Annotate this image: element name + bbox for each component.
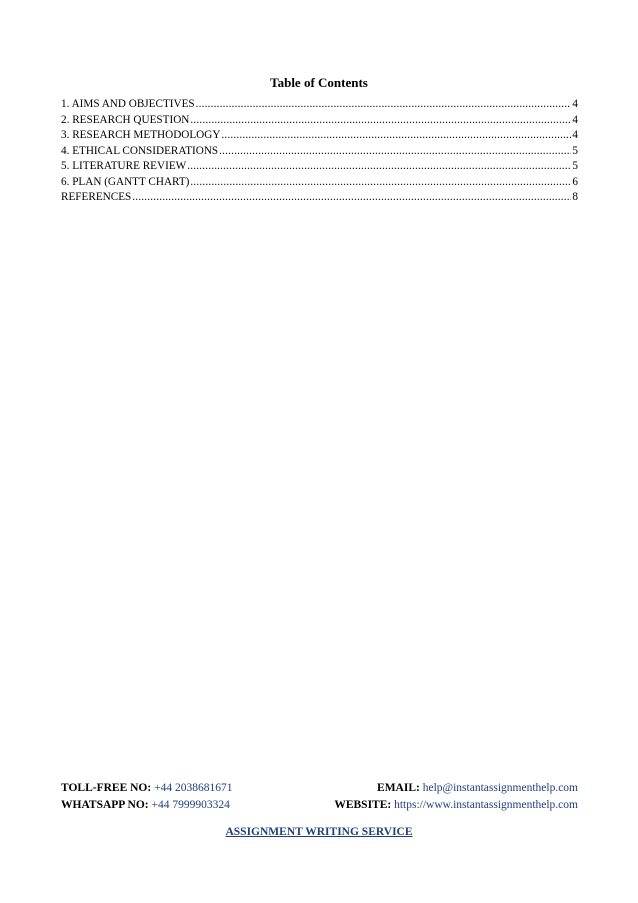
toc-title: Table of Contents <box>270 75 368 90</box>
toc-entry-label: 6. PLAN (GANTT CHART) <box>61 175 190 188</box>
toc-leader-dots <box>190 113 571 129</box>
toc-entry[interactable] <box>61 144 578 160</box>
website-info <box>334 797 578 814</box>
toc-entry[interactable] <box>61 113 578 129</box>
toc-entry-label: REFERENCES <box>61 191 132 203</box>
toc-entry-label: 1. AIMS AND OBJECTIVES <box>61 98 195 110</box>
contact-footer <box>61 780 578 814</box>
toc-entry-label: 4. ETHICAL CONSIDERATIONS <box>61 144 219 157</box>
toc-entry-label: 2. RESEARCH QUESTION <box>61 113 190 126</box>
toc-entry-page: 4 <box>572 113 578 126</box>
toc-entry[interactable] <box>61 175 578 191</box>
whatsapp-info <box>61 797 230 814</box>
toc-list <box>61 97 578 206</box>
footer-row <box>61 780 578 797</box>
toc-entry[interactable] <box>61 128 578 144</box>
toc-leader-dots <box>187 159 571 175</box>
toc-leader-dots <box>190 175 571 191</box>
email-label: EMAIL: <box>377 782 420 794</box>
toc-entry-page: 4 <box>572 98 578 110</box>
toc-entry[interactable] <box>61 159 578 175</box>
website-label: WEBSITE: <box>334 799 392 811</box>
whatsapp-label: WHATSAPP NO: <box>61 799 149 811</box>
toc-leader-dots <box>221 128 571 144</box>
email-info <box>377 780 578 797</box>
tollfree-number[interactable]: +44 2038681671 <box>154 782 233 794</box>
toc-leader-dots <box>196 97 572 113</box>
toc-entry-page: 5 <box>572 144 578 157</box>
toc-leader-dots <box>219 144 571 160</box>
toc-entry-page: 6 <box>572 175 578 188</box>
website-link[interactable]: https://www.instantassignmenthelp.com <box>394 799 578 811</box>
tollfree-info <box>61 780 232 797</box>
tollfree-label: TOLL-FREE NO: <box>61 782 152 794</box>
toc-entry-label: 3. RESEARCH METHODOLOGY <box>61 129 221 141</box>
toc-leader-dots <box>132 190 571 206</box>
email-link[interactable]: help@instantassignmenthelp.com <box>422 782 578 794</box>
toc-entry[interactable] <box>61 97 578 113</box>
footer-row <box>61 797 578 814</box>
toc-entry[interactable] <box>61 190 578 206</box>
toc-entry-page: 4 <box>572 129 578 141</box>
service-link[interactable]: ASSIGNMENT WRITING SERVICE <box>225 826 413 838</box>
whatsapp-number[interactable]: +44 7999903324 <box>151 799 230 811</box>
toc-entry-page: 8 <box>572 191 578 203</box>
toc-entry-page: 5 <box>572 160 578 172</box>
toc-entry-label: 5. LITERATURE REVIEW <box>61 160 187 172</box>
